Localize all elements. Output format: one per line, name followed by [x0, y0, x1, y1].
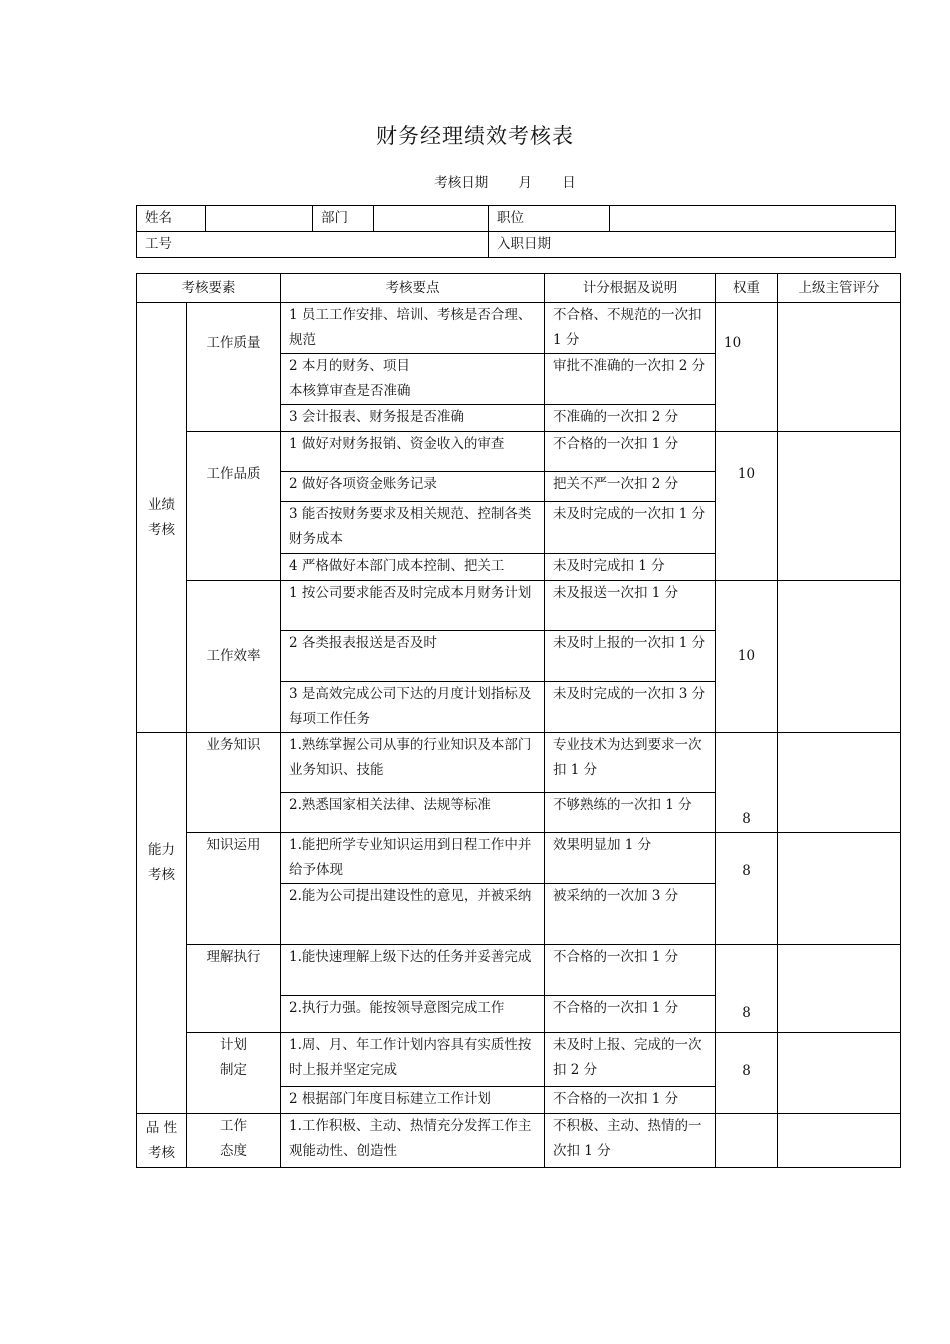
- subcat-work-quality: 工作质量: [187, 303, 281, 432]
- assessment-date-line: [0, 171, 950, 191]
- subcat-business-knowledge: 业务知识: [187, 733, 281, 833]
- point-cell: 1.熟练掌握公司从事的行业知识及本部门业务知识、技能: [281, 733, 545, 793]
- score-cell[interactable]: [778, 432, 901, 581]
- score-cell[interactable]: [778, 1114, 901, 1168]
- table-row: [137, 733, 901, 793]
- score-cell[interactable]: [778, 833, 901, 945]
- point-cell: 1.能把所学专业知识运用到日程工作中并给予体现: [281, 833, 545, 884]
- name-field[interactable]: [206, 206, 313, 232]
- table-row: [137, 833, 901, 884]
- point-cell: 1 员工工作安排、培训、考核是否合理、规范: [281, 303, 545, 354]
- table-row: [137, 1033, 901, 1087]
- basis-cell: 不够熟练的一次扣 1 分: [545, 793, 716, 833]
- header-row: [137, 274, 901, 303]
- header-element: 考核要素: [137, 274, 281, 303]
- table-row: [137, 581, 901, 631]
- point-cell: 2 做好各项资金账务记录: [281, 472, 545, 502]
- employee-info-table: [136, 205, 896, 258]
- join-date-label: 入职日期: [489, 232, 896, 258]
- point-cell: 3 是高效完成公司下达的月度计划指标及每项工作任务: [281, 682, 545, 733]
- score-cell[interactable]: [778, 945, 901, 1033]
- score-cell[interactable]: [778, 1033, 901, 1114]
- point-cell: 2 根据部门年度目标建立工作计划: [281, 1087, 545, 1114]
- basis-cell: 审批不准确的一次扣 2 分: [545, 354, 716, 405]
- id-label: 工号: [137, 232, 489, 258]
- point-cell: 3 能否按财务要求及相关规范、控制各类财务成本: [281, 502, 545, 554]
- subcat-knowledge-use: 知识运用: [187, 833, 281, 945]
- position-label: 职位: [489, 206, 610, 232]
- assessment-table: [136, 273, 901, 1168]
- assessment-date-label: 考核日期: [434, 175, 489, 191]
- basis-cell: 效果明显加 1 分: [545, 833, 716, 884]
- point-cell: 1 做好对财务报销、资金收入的审查: [281, 432, 545, 472]
- subcat-attitude: 工作 态度: [187, 1114, 281, 1168]
- weight-cell: 8: [716, 1033, 778, 1114]
- point-cell: 2 本月的财务、项目 本核算审查是否准确: [281, 354, 545, 405]
- score-cell[interactable]: [778, 303, 901, 432]
- header-basis: 计分根据及说明: [545, 274, 716, 303]
- basis-cell: 专业技术为达到要求一次扣 1 分: [545, 733, 716, 793]
- point-cell: 3 会计报表、财务报是否准确: [281, 405, 545, 432]
- dept-field[interactable]: [374, 206, 489, 232]
- basis-cell: 不合格的一次扣 1 分: [545, 996, 716, 1033]
- name-label: 姓名: [137, 206, 206, 232]
- basis-cell: 未及报送一次扣 1 分: [545, 581, 716, 631]
- table-row: [137, 432, 901, 472]
- basis-cell: 不积极、主动、热情的一次扣 1 分: [545, 1114, 716, 1168]
- category-ability: 能力 考核: [137, 733, 187, 1114]
- category-character: 品 性 考核: [137, 1114, 187, 1168]
- weight-cell: 8: [716, 945, 778, 1033]
- point-cell: 2 各类报表报送是否及时: [281, 631, 545, 682]
- basis-cell: 未及时上报、完成的一次扣 2 分: [545, 1033, 716, 1087]
- basis-cell: 不合格的一次扣 1 分: [545, 432, 716, 472]
- subcat-work-efficiency: 工作效率: [187, 581, 281, 733]
- score-cell[interactable]: [778, 733, 901, 833]
- basis-cell: 未及时完成的一次扣 1 分: [545, 502, 716, 554]
- weight-cell: 8: [716, 733, 778, 833]
- header-supervisor-score: 上级主管评分: [778, 274, 901, 303]
- dept-label: 部门: [313, 206, 374, 232]
- point-cell: 4 严格做好本部门成本控制、把关工: [281, 554, 545, 581]
- score-cell[interactable]: [778, 581, 901, 733]
- basis-cell: 不准确的一次扣 2 分: [545, 405, 716, 432]
- subcat-understanding: 理解执行: [187, 945, 281, 1033]
- point-cell: 2.能为公司提出建设性的意见，并被采纳: [281, 884, 545, 945]
- point-cell: 1.能快速理解上级下达的任务并妥善完成: [281, 945, 545, 996]
- weight-cell: 10: [716, 432, 778, 581]
- table-row: [137, 1114, 901, 1168]
- basis-cell: 不合格的一次扣 1 分: [545, 945, 716, 996]
- weight-cell: 10: [716, 581, 778, 733]
- point-cell: 2.熟悉国家相关法律、法规等标准: [281, 793, 545, 833]
- point-cell: 1.周、月、年工作计划内容具有实质性按时上报并坚定完成: [281, 1033, 545, 1087]
- basis-cell: 未及时完成的一次扣 3 分: [545, 682, 716, 733]
- weight-cell: [716, 1114, 778, 1168]
- basis-cell: 未及时上报的一次扣 1 分: [545, 631, 716, 682]
- position-field[interactable]: [610, 206, 896, 232]
- point-cell: 1.工作积极、主动、热情充分发挥工作主观能动性、创造性: [281, 1114, 545, 1168]
- point-cell: 1 按公司要求能否及时完成本月财务计划: [281, 581, 545, 631]
- subcat-work-product: 工作品质: [187, 432, 281, 581]
- page-title: 财务经理绩效考核表: [376, 124, 574, 148]
- month-label: 月: [518, 175, 532, 191]
- table-row: [137, 945, 901, 996]
- table-row: [137, 303, 901, 354]
- basis-cell: 不合格的一次扣 1 分: [545, 1087, 716, 1114]
- basis-cell: 未及时完成扣 1 分: [545, 554, 716, 581]
- header-weight: 权重: [716, 274, 778, 303]
- category-performance: 业绩 考核: [137, 303, 187, 733]
- weight-cell: 10: [716, 303, 778, 432]
- basis-cell: 把关不严一次扣 2 分: [545, 472, 716, 502]
- basis-cell: 不合格、不规范的一次扣 1 分: [545, 303, 716, 354]
- subcat-planning: 计划 制定: [187, 1033, 281, 1114]
- header-point: 考核要点: [281, 274, 545, 303]
- point-cell: 2.执行力强。能按领导意图完成工作: [281, 996, 545, 1033]
- basis-cell: 被采纳的一次加 3 分: [545, 884, 716, 945]
- day-label: 日: [562, 175, 576, 191]
- weight-cell: 8: [716, 833, 778, 945]
